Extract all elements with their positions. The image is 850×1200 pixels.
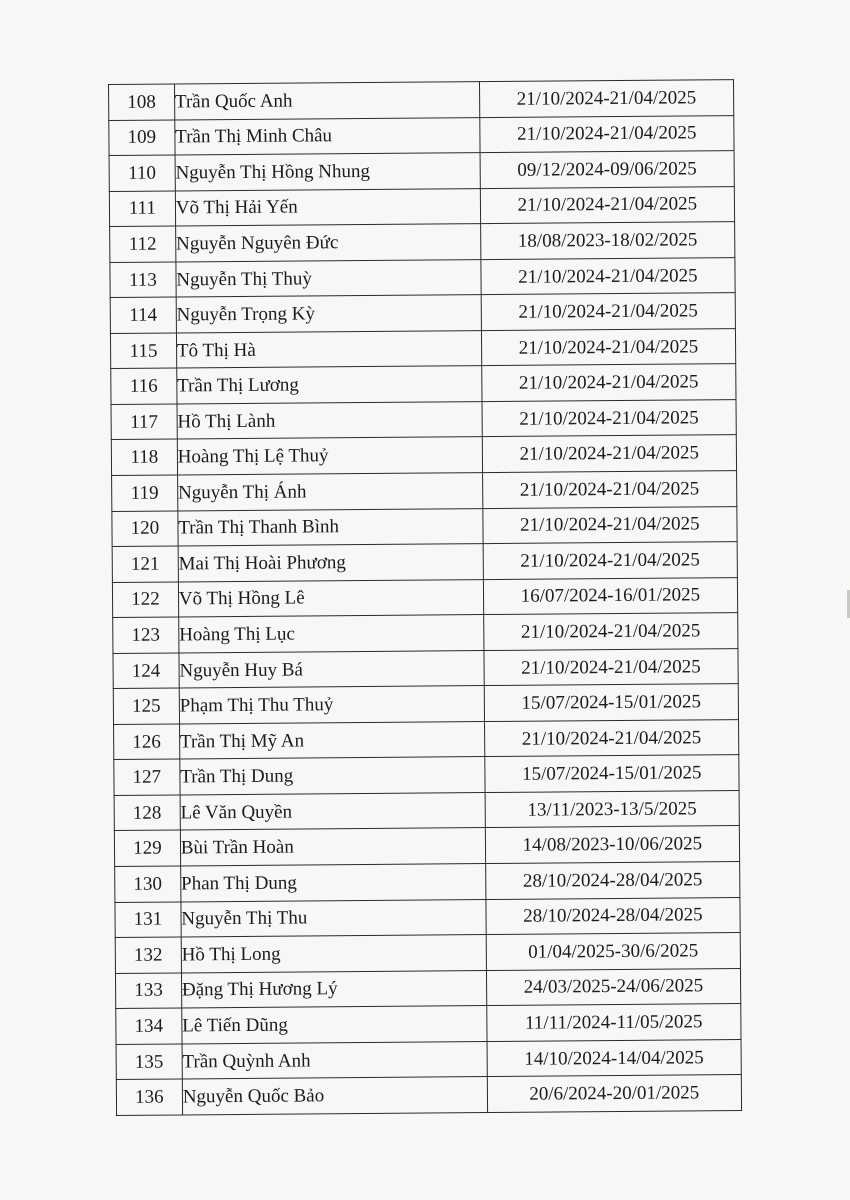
- period-cell: 01/04/2025-30/6/2025: [486, 933, 741, 971]
- person-name-cell: Nguyễn Huy Bá: [179, 650, 484, 688]
- person-name-cell: Hồ Thị Lành: [177, 401, 482, 439]
- row-number-cell: 118: [111, 439, 177, 475]
- table-row: [110, 293, 735, 333]
- period-cell: 21/10/2024-21/04/2025: [483, 506, 738, 544]
- table-row: [109, 151, 734, 191]
- row-number-cell: 136: [116, 1079, 182, 1115]
- row-number-cell: 116: [111, 368, 177, 404]
- person-name-cell: Trần Thị Minh Châu: [175, 117, 480, 155]
- row-number-cell: 131: [115, 902, 181, 938]
- row-number-cell: 108: [109, 84, 175, 120]
- row-number-cell: 127: [114, 759, 180, 795]
- table-row: [115, 862, 740, 902]
- row-number-cell: 130: [115, 866, 181, 902]
- person-name-cell: Trần Thị Mỹ An: [179, 721, 484, 759]
- period-cell: 24/03/2025-24/06/2025: [486, 968, 741, 1006]
- period-cell: 14/10/2024-14/04/2025: [487, 1039, 742, 1077]
- person-name-cell: Trần Thị Lương: [177, 366, 482, 404]
- period-cell: 28/10/2024-28/04/2025: [486, 897, 741, 935]
- person-name-cell: Võ Thị Hải Yến: [175, 188, 480, 226]
- table-row: [114, 791, 739, 831]
- person-name-cell: Nguyễn Thị Hồng Nhung: [175, 153, 480, 191]
- table-row: [109, 115, 734, 155]
- period-cell: 21/10/2024-21/04/2025: [479, 80, 734, 118]
- row-number-cell: 115: [110, 333, 176, 369]
- period-cell: 21/10/2024-21/04/2025: [481, 293, 736, 331]
- period-cell: 11/11/2024-11/05/2025: [486, 1004, 741, 1042]
- period-cell: 21/10/2024-21/04/2025: [481, 328, 736, 366]
- table-row: [112, 471, 737, 511]
- table-row: [110, 328, 735, 368]
- row-number-cell: 133: [115, 973, 181, 1009]
- row-number-cell: 124: [113, 653, 179, 689]
- table-row: [114, 719, 739, 759]
- person-name-cell: Nguyễn Thị Ánh: [177, 473, 482, 511]
- row-number-cell: 112: [110, 226, 176, 262]
- table-row: [114, 826, 739, 866]
- row-number-cell: 125: [113, 688, 179, 724]
- table-row: [109, 80, 734, 120]
- person-name-cell: Trần Quỳnh Anh: [182, 1041, 487, 1079]
- row-number-cell: 128: [114, 795, 180, 831]
- table-row: [111, 364, 736, 404]
- table-row: [113, 613, 738, 653]
- period-cell: 14/08/2023-10/06/2025: [485, 826, 740, 864]
- row-number-cell: 134: [116, 1008, 182, 1044]
- row-number-cell: 122: [112, 582, 178, 618]
- table-row: [115, 933, 740, 973]
- period-cell: 21/10/2024-21/04/2025: [481, 364, 736, 402]
- row-number-cell: 126: [114, 724, 180, 760]
- period-cell: 21/10/2024-21/04/2025: [482, 471, 737, 509]
- table-row: [116, 1039, 741, 1079]
- period-cell: 18/08/2023-18/02/2025: [480, 222, 735, 260]
- roster-table-body: [109, 80, 742, 1116]
- table-row: [112, 577, 737, 617]
- person-name-cell: Nguyễn Nguyên Đức: [175, 224, 480, 262]
- period-cell: 21/10/2024-21/04/2025: [483, 542, 738, 580]
- row-number-cell: 123: [113, 617, 179, 653]
- period-cell: 21/10/2024-21/04/2025: [481, 257, 736, 295]
- person-name-cell: Hoàng Thị Lệ Thuỷ: [177, 437, 482, 475]
- table-row: [116, 1004, 741, 1044]
- period-cell: 21/10/2024-21/04/2025: [484, 719, 739, 757]
- row-number-cell: 117: [111, 404, 177, 440]
- table-row: [112, 542, 737, 582]
- person-name-cell: Nguyễn Thị Thuỳ: [176, 259, 481, 297]
- table-row: [110, 222, 735, 262]
- period-cell: 21/10/2024-21/04/2025: [482, 399, 737, 437]
- person-name-cell: Lê Tiến Dũng: [182, 1006, 487, 1044]
- person-name-cell: Nguyễn Quốc Bảo: [182, 1077, 487, 1115]
- period-cell: 21/10/2024-21/04/2025: [482, 435, 737, 473]
- period-cell: 28/10/2024-28/04/2025: [485, 862, 740, 900]
- table-row: [116, 1075, 741, 1115]
- row-number-cell: 113: [110, 262, 176, 298]
- person-name-cell: Phạm Thị Thu Thuỷ: [179, 686, 484, 724]
- period-cell: 15/07/2024-15/01/2025: [485, 755, 740, 793]
- person-name-cell: Tô Thị Hà: [176, 330, 481, 368]
- table-row: [114, 755, 739, 795]
- period-cell: 21/10/2024-21/04/2025: [480, 186, 735, 224]
- table-row: [115, 968, 740, 1008]
- person-name-cell: Nguyễn Trọng Kỳ: [176, 295, 481, 333]
- period-cell: 09/12/2024-09/06/2025: [480, 151, 735, 189]
- table-row: [112, 506, 737, 546]
- period-cell: 21/10/2024-21/04/2025: [484, 648, 739, 686]
- row-number-cell: 120: [112, 511, 178, 547]
- period-cell: 15/07/2024-15/01/2025: [484, 684, 739, 722]
- row-number-cell: 132: [115, 937, 181, 973]
- person-name-cell: Võ Thị Hồng Lê: [178, 579, 483, 617]
- person-name-cell: Trần Thị Dung: [180, 757, 485, 795]
- table-row: [113, 648, 738, 688]
- person-name-cell: Bùi Trần Hoàn: [180, 828, 485, 866]
- row-number-cell: 110: [109, 155, 175, 191]
- person-name-cell: Mai Thị Hoài Phương: [178, 544, 483, 582]
- row-number-cell: 135: [116, 1044, 182, 1080]
- period-cell: 21/10/2024-21/04/2025: [483, 613, 738, 651]
- table-row: [111, 399, 736, 439]
- person-name-cell: Trần Thị Thanh Bình: [178, 508, 483, 546]
- person-name-cell: Hồ Thị Long: [181, 935, 486, 973]
- table-row: [109, 186, 734, 226]
- period-cell: 13/11/2023-13/5/2025: [485, 791, 740, 829]
- person-name-cell: Lê Văn Quyền: [180, 793, 485, 831]
- period-cell: 20/6/2024-20/01/2025: [487, 1075, 742, 1113]
- person-name-cell: Nguyễn Thị Thu: [181, 899, 486, 937]
- person-name-cell: Hoàng Thị Lục: [179, 615, 484, 653]
- person-name-cell: Đặng Thị Hương Lý: [181, 970, 486, 1008]
- row-number-cell: 114: [110, 297, 176, 333]
- row-number-cell: 121: [112, 546, 178, 582]
- row-number-cell: 119: [112, 475, 178, 511]
- period-cell: 16/07/2024-16/01/2025: [483, 577, 738, 615]
- table-row: [115, 897, 740, 937]
- row-number-cell: 129: [114, 830, 180, 866]
- person-name-cell: Trần Quốc Anh: [174, 82, 479, 120]
- roster-table: [108, 79, 742, 1116]
- table-row: [110, 257, 735, 297]
- table-row: [113, 684, 738, 724]
- row-number-cell: 111: [109, 191, 175, 227]
- row-number-cell: 109: [109, 120, 175, 156]
- period-cell: 21/10/2024-21/04/2025: [479, 115, 734, 153]
- person-name-cell: Phan Thị Dung: [180, 864, 485, 902]
- table-row: [111, 435, 736, 475]
